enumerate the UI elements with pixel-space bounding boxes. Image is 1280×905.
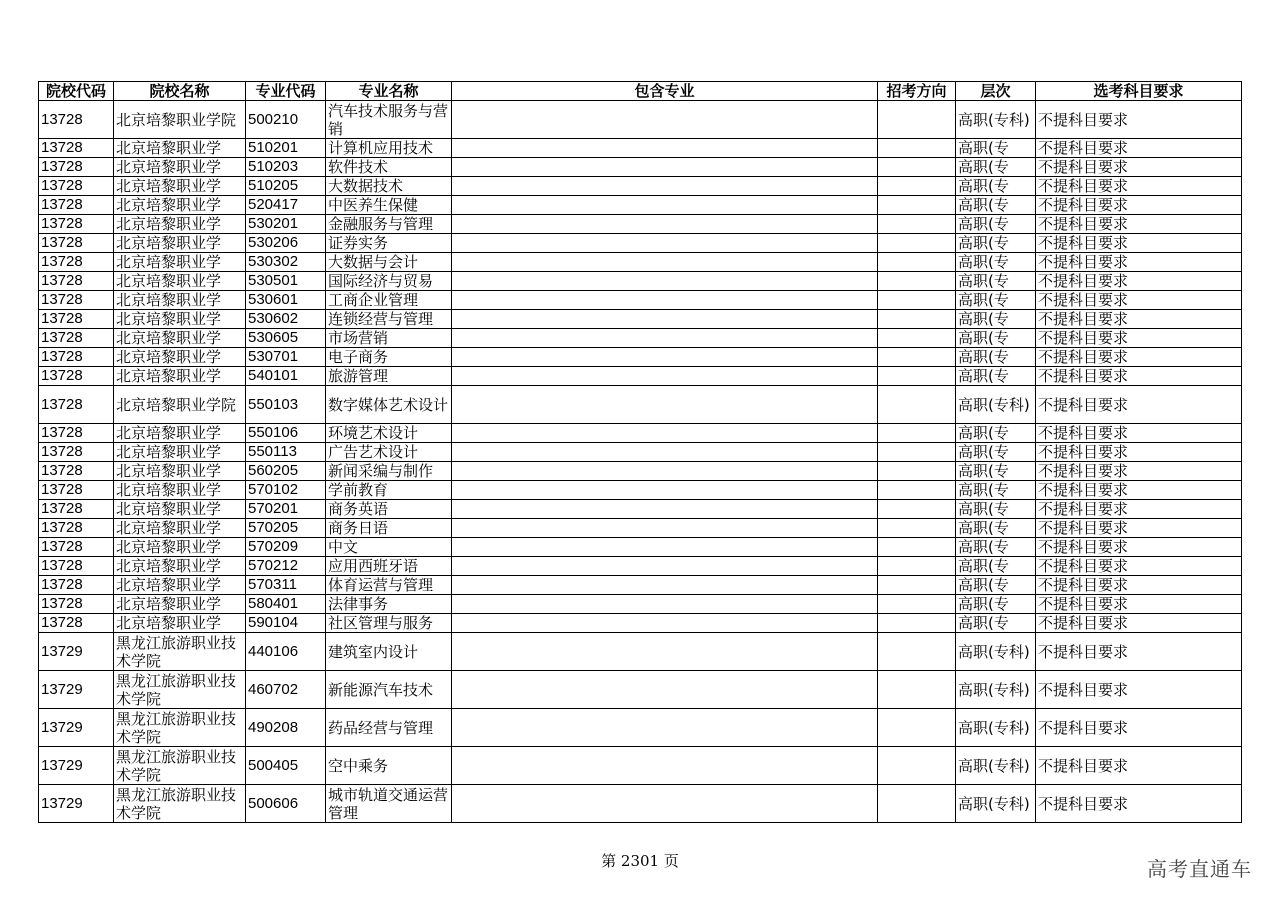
table-row [39,310,1242,329]
admission-table-container [38,81,1241,823]
cell-direction [878,500,956,519]
cell-school-name: 北京培黎职业学 [114,367,246,386]
cell-school-name: 北京培黎职业学 [114,538,246,557]
cell-level: 高职(专科) [956,386,1036,424]
cell-school-code: 13728 [39,576,114,595]
cell-included-majors [452,595,878,614]
cell-subject-requirement: 不提科目要求 [1036,481,1242,500]
cell-included-majors [452,709,878,747]
cell-included-majors [452,671,878,709]
cell-level: 高职(专 [956,481,1036,500]
cell-school-code: 13728 [39,538,114,557]
cell-major-code: 570311 [246,576,326,595]
cell-school-code: 13728 [39,253,114,272]
cell-subject-requirement: 不提科目要求 [1036,348,1242,367]
cell-major-name: 中文 [326,538,452,557]
cell-subject-requirement: 不提科目要求 [1036,614,1242,633]
cell-school-name: 北京培黎职业学 [114,424,246,443]
table-row [39,196,1242,215]
cell-included-majors [452,101,878,139]
cell-subject-requirement: 不提科目要求 [1036,177,1242,196]
cell-school-code: 13728 [39,500,114,519]
cell-direction [878,557,956,576]
cell-major-code: 560205 [246,462,326,481]
cell-school-code: 13728 [39,424,114,443]
cell-school-code: 13728 [39,595,114,614]
cell-school-code: 13729 [39,633,114,671]
cell-major-name: 广告艺术设计 [326,443,452,462]
header-school-code: 院校代码 [39,82,114,101]
cell-level: 高职(专科) [956,671,1036,709]
cell-major-code: 570205 [246,519,326,538]
cell-level: 高职(专 [956,367,1036,386]
cell-major-code: 570102 [246,481,326,500]
cell-major-name: 药品经营与管理 [326,709,452,747]
table-row [39,272,1242,291]
cell-school-name: 北京培黎职业学 [114,519,246,538]
admission-table [38,81,1242,823]
cell-major-name: 空中乘务 [326,747,452,785]
header-direction: 招考方向 [878,82,956,101]
cell-major-code: 540101 [246,367,326,386]
cell-school-name: 北京培黎职业学 [114,576,246,595]
cell-level: 高职(专 [956,557,1036,576]
table-row [39,158,1242,177]
cell-level: 高职(专 [956,310,1036,329]
table-row [39,481,1242,500]
cell-major-name: 计算机应用技术 [326,139,452,158]
cell-major-name: 新能源汽车技术 [326,671,452,709]
cell-school-name: 北京培黎职业学 [114,158,246,177]
cell-school-name: 北京培黎职业学 [114,139,246,158]
cell-direction [878,443,956,462]
table-row [39,101,1242,139]
cell-level: 高职(专 [956,177,1036,196]
cell-included-majors [452,614,878,633]
header-level: 层次 [956,82,1036,101]
cell-school-name: 黑龙江旅游职业技术学院 [114,785,246,823]
cell-direction [878,633,956,671]
header-included-majors: 包含专业 [452,82,878,101]
cell-level: 高职(专 [956,348,1036,367]
watermark: 高考直通车 [1147,857,1252,881]
page-number: 第 2301 页 [601,852,679,870]
cell-major-code: 530601 [246,291,326,310]
cell-school-code: 13728 [39,386,114,424]
cell-school-code: 13728 [39,272,114,291]
table-row [39,595,1242,614]
cell-school-name: 北京培黎职业学 [114,557,246,576]
cell-school-name: 北京培黎职业学 [114,253,246,272]
cell-school-name: 北京培黎职业学 [114,329,246,348]
cell-subject-requirement: 不提科目要求 [1036,196,1242,215]
header-subject-requirement: 选考科目要求 [1036,82,1242,101]
table-row [39,424,1242,443]
cell-major-name: 商务日语 [326,519,452,538]
cell-major-code: 500606 [246,785,326,823]
cell-included-majors [452,500,878,519]
cell-direction [878,158,956,177]
cell-major-name: 建筑室内设计 [326,633,452,671]
cell-included-majors [452,253,878,272]
cell-included-majors [452,424,878,443]
cell-major-name: 国际经济与贸易 [326,272,452,291]
cell-major-name: 应用西班牙语 [326,557,452,576]
cell-subject-requirement: 不提科目要求 [1036,253,1242,272]
table-row [39,576,1242,595]
cell-major-name: 新闻采编与制作 [326,462,452,481]
cell-major-code: 530602 [246,310,326,329]
cell-direction [878,481,956,500]
cell-included-majors [452,329,878,348]
cell-direction [878,614,956,633]
cell-major-code: 530701 [246,348,326,367]
cell-major-code: 510205 [246,177,326,196]
cell-level: 高职(专 [956,291,1036,310]
cell-included-majors [452,538,878,557]
cell-major-code: 490208 [246,709,326,747]
cell-school-code: 13728 [39,367,114,386]
table-row [39,215,1242,234]
cell-school-name: 北京培黎职业学 [114,196,246,215]
cell-school-name: 北京培黎职业学 [114,215,246,234]
cell-level: 高职(专 [956,272,1036,291]
cell-included-majors [452,348,878,367]
cell-major-name: 中医养生保健 [326,196,452,215]
cell-school-code: 13728 [39,234,114,253]
cell-included-majors [452,139,878,158]
cell-direction [878,595,956,614]
cell-direction [878,234,956,253]
cell-major-name: 城市轨道交通运营管理 [326,785,452,823]
cell-school-name: 北京培黎职业学 [114,500,246,519]
table-row [39,633,1242,671]
header-major-name: 专业名称 [326,82,452,101]
cell-school-name: 北京培黎职业学 [114,348,246,367]
cell-subject-requirement: 不提科目要求 [1036,538,1242,557]
cell-included-majors [452,272,878,291]
cell-major-code: 530605 [246,329,326,348]
cell-direction [878,785,956,823]
cell-major-code: 500405 [246,747,326,785]
cell-subject-requirement: 不提科目要求 [1036,671,1242,709]
cell-level: 高职(专 [956,234,1036,253]
cell-direction [878,538,956,557]
cell-school-name: 北京培黎职业学 [114,272,246,291]
cell-subject-requirement: 不提科目要求 [1036,215,1242,234]
cell-major-name: 市场营销 [326,329,452,348]
cell-major-code: 550113 [246,443,326,462]
cell-level: 高职(专 [956,500,1036,519]
cell-major-name: 商务英语 [326,500,452,519]
cell-school-code: 13728 [39,614,114,633]
cell-level: 高职(专 [956,215,1036,234]
cell-level: 高职(专科) [956,747,1036,785]
cell-major-code: 570201 [246,500,326,519]
cell-subject-requirement: 不提科目要求 [1036,633,1242,671]
cell-school-code: 13728 [39,215,114,234]
cell-school-code: 13729 [39,747,114,785]
cell-major-name: 体育运营与管理 [326,576,452,595]
cell-school-name: 北京培黎职业学 [114,595,246,614]
cell-school-code: 13728 [39,481,114,500]
cell-school-code: 13728 [39,139,114,158]
cell-major-name: 法律事务 [326,595,452,614]
cell-major-name: 软件技术 [326,158,452,177]
cell-direction [878,462,956,481]
cell-major-name: 数字媒体艺术设计 [326,386,452,424]
cell-level: 高职(专科) [956,709,1036,747]
cell-included-majors [452,177,878,196]
table-row [39,443,1242,462]
cell-major-name: 学前教育 [326,481,452,500]
cell-level: 高职(专 [956,538,1036,557]
cell-school-code: 13729 [39,671,114,709]
cell-included-majors [452,215,878,234]
cell-school-code: 13728 [39,443,114,462]
cell-major-name: 环境艺术设计 [326,424,452,443]
cell-school-name: 北京培黎职业学院 [114,386,246,424]
table-row [39,139,1242,158]
cell-direction [878,386,956,424]
cell-included-majors [452,576,878,595]
table-row [39,671,1242,709]
cell-major-code: 530302 [246,253,326,272]
cell-direction [878,709,956,747]
cell-included-majors [452,519,878,538]
cell-school-code: 13728 [39,101,114,139]
cell-level: 高职(专科) [956,633,1036,671]
table-row [39,519,1242,538]
cell-school-name: 黑龙江旅游职业技术学院 [114,671,246,709]
cell-included-majors [452,557,878,576]
table-body [39,101,1242,823]
cell-major-code: 550103 [246,386,326,424]
cell-direction [878,519,956,538]
cell-subject-requirement: 不提科目要求 [1036,785,1242,823]
cell-school-name: 北京培黎职业学 [114,443,246,462]
cell-direction [878,671,956,709]
cell-subject-requirement: 不提科目要求 [1036,443,1242,462]
cell-included-majors [452,367,878,386]
cell-major-code: 570212 [246,557,326,576]
header-major-code: 专业代码 [246,82,326,101]
cell-school-name: 北京培黎职业学院 [114,101,246,139]
cell-major-name: 社区管理与服务 [326,614,452,633]
cell-major-code: 520417 [246,196,326,215]
cell-subject-requirement: 不提科目要求 [1036,234,1242,253]
cell-school-name: 北京培黎职业学 [114,291,246,310]
table-row [39,500,1242,519]
table-row [39,367,1242,386]
cell-level: 高职(专 [956,519,1036,538]
cell-included-majors [452,310,878,329]
cell-direction [878,253,956,272]
table-row [39,747,1242,785]
cell-school-name: 北京培黎职业学 [114,481,246,500]
cell-school-name: 北京培黎职业学 [114,462,246,481]
cell-included-majors [452,481,878,500]
cell-direction [878,424,956,443]
cell-subject-requirement: 不提科目要求 [1036,747,1242,785]
cell-major-code: 510203 [246,158,326,177]
cell-direction [878,291,956,310]
cell-direction [878,272,956,291]
cell-subject-requirement: 不提科目要求 [1036,329,1242,348]
cell-direction [878,215,956,234]
cell-subject-requirement: 不提科目要求 [1036,519,1242,538]
cell-school-code: 13729 [39,785,114,823]
cell-level: 高职(专 [956,595,1036,614]
cell-direction [878,576,956,595]
cell-direction [878,747,956,785]
cell-major-name: 证券实务 [326,234,452,253]
cell-included-majors [452,462,878,481]
cell-school-code: 13728 [39,462,114,481]
cell-major-name: 工商企业管理 [326,291,452,310]
cell-major-name: 旅游管理 [326,367,452,386]
cell-level: 高职(专 [956,196,1036,215]
cell-major-code: 590104 [246,614,326,633]
table-row [39,538,1242,557]
cell-school-code: 13728 [39,291,114,310]
cell-school-name: 黑龙江旅游职业技术学院 [114,747,246,785]
table-row [39,785,1242,823]
cell-included-majors [452,785,878,823]
table-row [39,291,1242,310]
cell-direction [878,310,956,329]
table-row [39,234,1242,253]
cell-level: 高职(专 [956,462,1036,481]
cell-included-majors [452,747,878,785]
table-row [39,462,1242,481]
cell-major-code: 500210 [246,101,326,139]
cell-subject-requirement: 不提科目要求 [1036,291,1242,310]
cell-subject-requirement: 不提科目要求 [1036,595,1242,614]
cell-subject-requirement: 不提科目要求 [1036,139,1242,158]
cell-level: 高职(专 [956,443,1036,462]
table-row [39,329,1242,348]
cell-school-name: 黑龙江旅游职业技术学院 [114,633,246,671]
cell-subject-requirement: 不提科目要求 [1036,367,1242,386]
table-row [39,614,1242,633]
cell-school-code: 13728 [39,177,114,196]
cell-subject-requirement: 不提科目要求 [1036,272,1242,291]
cell-included-majors [452,386,878,424]
cell-major-code: 530201 [246,215,326,234]
table-row [39,709,1242,747]
cell-included-majors [452,291,878,310]
cell-major-name: 连锁经营与管理 [326,310,452,329]
cell-subject-requirement: 不提科目要求 [1036,424,1242,443]
cell-major-name: 大数据技术 [326,177,452,196]
cell-school-code: 13728 [39,310,114,329]
cell-included-majors [452,234,878,253]
cell-school-code: 13728 [39,519,114,538]
cell-major-code: 580401 [246,595,326,614]
table-row [39,386,1242,424]
cell-level: 高职(专科) [956,101,1036,139]
cell-included-majors [452,196,878,215]
cell-included-majors [452,443,878,462]
cell-level: 高职(专 [956,329,1036,348]
cell-major-code: 510201 [246,139,326,158]
cell-major-code: 550106 [246,424,326,443]
cell-major-code: 570209 [246,538,326,557]
cell-subject-requirement: 不提科目要求 [1036,576,1242,595]
cell-school-code: 13729 [39,709,114,747]
table-row [39,348,1242,367]
cell-subject-requirement: 不提科目要求 [1036,386,1242,424]
cell-direction [878,329,956,348]
cell-direction [878,139,956,158]
cell-school-code: 13728 [39,329,114,348]
table-row [39,177,1242,196]
cell-subject-requirement: 不提科目要求 [1036,310,1242,329]
table-header-row [39,82,1242,101]
cell-level: 高职(专 [956,576,1036,595]
cell-level: 高职(专 [956,158,1036,177]
header-school-name: 院校名称 [114,82,246,101]
cell-subject-requirement: 不提科目要求 [1036,709,1242,747]
cell-major-name: 大数据与会计 [326,253,452,272]
cell-direction [878,101,956,139]
cell-subject-requirement: 不提科目要求 [1036,101,1242,139]
cell-level: 高职(专科) [956,785,1036,823]
cell-school-name: 北京培黎职业学 [114,177,246,196]
cell-level: 高职(专 [956,424,1036,443]
cell-major-name: 金融服务与管理 [326,215,452,234]
cell-school-code: 13728 [39,557,114,576]
cell-subject-requirement: 不提科目要求 [1036,500,1242,519]
cell-school-name: 北京培黎职业学 [114,234,246,253]
cell-direction [878,196,956,215]
cell-major-code: 530501 [246,272,326,291]
cell-major-name: 汽车技术服务与营销 [326,101,452,139]
cell-major-name: 电子商务 [326,348,452,367]
cell-direction [878,348,956,367]
cell-major-code: 460702 [246,671,326,709]
cell-direction [878,367,956,386]
cell-school-name: 北京培黎职业学 [114,614,246,633]
cell-school-code: 13728 [39,196,114,215]
cell-school-code: 13728 [39,348,114,367]
cell-included-majors [452,633,878,671]
cell-included-majors [452,158,878,177]
cell-school-code: 13728 [39,158,114,177]
table-row [39,557,1242,576]
cell-school-name: 黑龙江旅游职业技术学院 [114,709,246,747]
cell-subject-requirement: 不提科目要求 [1036,158,1242,177]
cell-major-code: 530206 [246,234,326,253]
cell-direction [878,177,956,196]
cell-subject-requirement: 不提科目要求 [1036,462,1242,481]
cell-school-name: 北京培黎职业学 [114,310,246,329]
table-row [39,253,1242,272]
cell-major-code: 440106 [246,633,326,671]
cell-subject-requirement: 不提科目要求 [1036,557,1242,576]
cell-level: 高职(专 [956,614,1036,633]
cell-level: 高职(专 [956,253,1036,272]
cell-level: 高职(专 [956,139,1036,158]
